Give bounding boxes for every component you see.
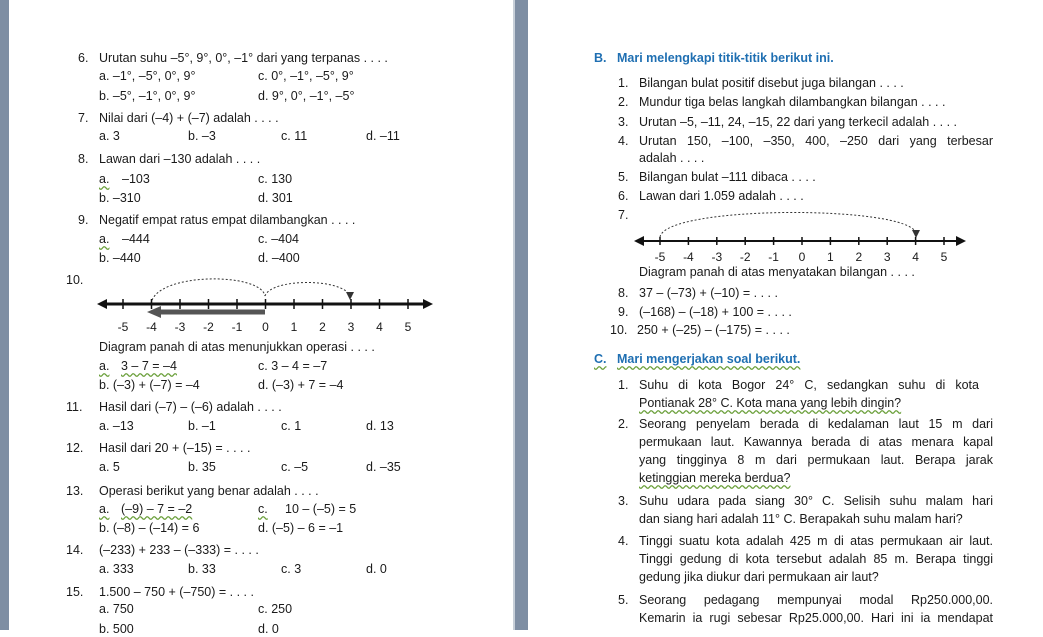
q10-text: Diagram panah di atas menunjukkan operasi . . . .	[99, 340, 375, 354]
c2-line3: yang tingginya 8 m dari permukaan laut. Berapa jarak	[639, 453, 993, 467]
q10-number: 10.	[66, 273, 84, 287]
q10-option-b: b. (–3) + (–7) = –4	[99, 378, 200, 392]
c2-line2: permukaan laut. Kawannya berada di atas menara kapal	[639, 435, 993, 449]
q12-text: Hasil dari 20 + (–15) = . . . .	[99, 441, 251, 455]
c4-number: 4.	[618, 534, 629, 548]
q10-tick-label: 5	[404, 320, 412, 334]
b-item-1-text: Bilangan bulat positif disebut juga bilangan . . . .	[639, 76, 904, 90]
b-item-5-text: Bilangan bulat –111 dibaca . . . .	[639, 170, 816, 184]
q11-option-b: b. –1	[188, 419, 216, 433]
q13-text: Operasi berikut yang benar adalah . . . .	[99, 484, 319, 498]
q7-number: 7.	[78, 111, 89, 125]
q10-tick-label: -5	[117, 320, 129, 334]
b7-tick-label: 0	[798, 250, 806, 264]
q7-option-d: d. –11	[366, 129, 400, 143]
q10-tick-label: -2	[203, 320, 214, 334]
left-frame-bar	[0, 0, 9, 630]
section-c-title: Mari mengerjakan soal berikut.	[617, 352, 801, 366]
q9-option-a-letter: a.	[99, 232, 110, 246]
q10-axis-left-arrow	[97, 299, 107, 309]
q10-tick-label: 1	[290, 320, 298, 334]
q15-text: 1.500 – 750 + (–750) = . . . .	[99, 585, 254, 599]
q11-option-d: d. 13	[366, 419, 394, 433]
c5-number: 5.	[618, 593, 629, 607]
q7-option-b: b. –3	[188, 129, 216, 143]
q6-option-a: a. –1°, –5°, 0°, 9°	[99, 69, 196, 83]
b7-arc-arrowhead	[912, 230, 920, 238]
q10-number-line	[95, 268, 440, 340]
q6-option-d: d. 9°, 0°, –1°, –5°	[258, 89, 355, 103]
b-item-3-number: 3.	[618, 115, 629, 129]
q10-arc-arrowhead	[346, 292, 354, 300]
b-item-1-number: 1.	[618, 76, 629, 90]
q6-text: Urutan suhu –5°, 9°, 0°, –1° dari yang terpanas . . . .	[99, 51, 388, 65]
q11-text: Hasil dari (–7) – (–6) adalah . . . .	[99, 400, 282, 414]
q9-number: 9.	[78, 213, 89, 227]
b7-tick-label: -3	[711, 250, 723, 264]
b-item-8-number: 8.	[618, 286, 629, 300]
q14-option-c: c. 3	[281, 562, 302, 576]
q8-option-d: d. 301	[258, 191, 293, 205]
q14-option-a: a. 333	[99, 562, 134, 576]
b-item-10-text: 250 + (–25) – (–175) = . . . .	[637, 323, 790, 337]
q14-option-b: b. 33	[188, 562, 216, 576]
q11-option-c: c. 1	[281, 419, 302, 433]
q7-option-a: a. 3	[99, 129, 120, 143]
q12-option-b: b. 35	[188, 460, 216, 474]
c5-line2: Kemarin ia rugi sebesar Rp25.000,00. Hari ini ia mendapat	[639, 611, 993, 625]
q8-option-a-letter: a.	[99, 172, 110, 186]
q13-option-c: 10 – (–5) = 5	[285, 502, 357, 516]
c2-number: 2.	[618, 417, 629, 431]
q6-option-c: c. 0°, –1°, –5°, 9°	[258, 69, 354, 83]
q10-arc-short	[265, 283, 350, 297]
q12-option-a: a. 5	[99, 460, 120, 474]
q12-number: 12.	[66, 441, 84, 455]
b7-arc	[660, 212, 916, 237]
b7-tick-label: -4	[683, 250, 694, 264]
c4-line1: Tinggi suatu kota adalah 425 m di atas permukaan air laut.	[639, 534, 993, 548]
q10-option-d: d. (–3) + 7 = –4	[258, 378, 344, 392]
q10-tick-label: 3	[347, 320, 355, 334]
q8-option-b: b. –310	[99, 191, 141, 205]
b-item-6-number: 6.	[618, 189, 629, 203]
c1-line2: Pontianak 28° C. Kota mana yang lebih dingin?	[639, 396, 902, 410]
q12-option-d: d. –35	[366, 460, 401, 474]
q10-shaded-arrowhead	[147, 306, 161, 318]
c4-line2: Tinggi gedung di kota tersebut adalah 85 m. Berapa tinggi	[639, 552, 993, 566]
q10-tick-label: -4	[146, 320, 157, 334]
q8-option-c: c. 130	[258, 172, 293, 186]
q10-option-a: 3 – 7 = –4	[121, 359, 177, 373]
b7-tick-label: 2	[855, 250, 863, 264]
q8-number: 8.	[78, 152, 89, 166]
b-item-5-number: 5.	[618, 170, 629, 184]
c5-line1: Seorang pedagang mempunyai modal Rp250.000,00.	[639, 593, 993, 607]
q14-number: 14.	[66, 543, 84, 557]
section-b-title: Mari melengkapi titik-titik berikut ini.	[617, 51, 834, 65]
q15-option-d: d. 0	[258, 622, 279, 636]
q13-option-c-letter: c.	[258, 502, 268, 516]
q12-option-c: c. –5	[281, 460, 309, 474]
q13-option-a-letter: a.	[99, 502, 110, 516]
q6-number: 6.	[78, 51, 89, 65]
q14-text: (–233) + 233 – (–333) = . . . .	[99, 543, 259, 557]
q7-text: Nilai dari (–4) + (–7) adalah . . . .	[99, 111, 279, 125]
q8-option-a: –103	[122, 172, 150, 186]
b7-axis-right-arrow	[956, 236, 966, 246]
b-item-4-text-line2: adalah . . . .	[639, 151, 705, 165]
b7-tick-label: 1	[827, 250, 834, 264]
b-item-2-text: Mundur tiga belas langkah dilambangkan bilangan . . . .	[639, 95, 946, 109]
b-item-8-text: 37 – (–73) + (–10) = . . . .	[639, 286, 778, 300]
b7-tick-label: -2	[739, 250, 751, 264]
b7-number-line	[632, 203, 972, 265]
q11-number: 11.	[66, 400, 83, 414]
b7-axis-left-arrow	[634, 236, 644, 246]
q11-option-a: a. –13	[99, 419, 134, 433]
section-b-letter: B.	[594, 51, 607, 65]
q6-option-b: b. –5°, –1°, 0°, 9°	[99, 89, 196, 103]
c3-number: 3.	[618, 494, 629, 508]
c2-line4: ketinggian mereka berdua?	[639, 471, 791, 485]
b-item-7-number: 7.	[618, 208, 629, 222]
b7-tick-label: -1	[768, 250, 779, 264]
q9-option-b: b. –440	[99, 251, 141, 265]
c4-line3: gedung jika diukur dari permukaan air laut?	[639, 570, 879, 584]
q15-option-a: a. 750	[99, 602, 134, 616]
c2-line1: Seorang penyelam berada di kedalaman laut 15 m dari	[639, 417, 993, 431]
q9-option-a: –444	[122, 232, 150, 246]
q10-option-c: c. 3 – 4 = –7	[258, 359, 328, 373]
q13-option-a: (–9) – 7 = –2	[121, 502, 193, 516]
q10-tick-label: 0	[262, 320, 269, 334]
section-c-letter: C.	[594, 352, 607, 366]
q10-tick-label: -3	[174, 320, 186, 334]
c3-line2: dan siang hari adalah 11° C. Berapakah suhu malam hari?	[639, 512, 963, 526]
q9-option-c: c. –404	[258, 232, 300, 246]
b-item-9-number: 9.	[618, 305, 629, 319]
q10-option-a-letter: a.	[99, 359, 110, 373]
b-item-4-number: 4.	[618, 134, 629, 148]
b7-tick-label: 5	[940, 250, 948, 264]
b-item-2-number: 2.	[618, 95, 629, 109]
c1-number: 1.	[618, 378, 629, 392]
center-frame-shadow	[513, 0, 515, 630]
q15-number: 15.	[66, 585, 84, 599]
q10-axis-right-arrow	[423, 299, 433, 309]
q10-tick-label: 2	[319, 320, 326, 334]
c1-line1: Suhu di kota Bogor 24° C, sedangkan suhu di kota	[639, 378, 979, 392]
b-item-10-number: 10.	[610, 323, 628, 337]
b-item-4-text: Urutan 150, –100, –350, 400, –250 dari yang terbesar	[639, 134, 993, 148]
b7-tick-label: 3	[883, 250, 891, 264]
q15-option-b: b. 500	[99, 622, 134, 636]
c3-line1: Suhu udara pada siang 30° C. Selisih suhu malam hari	[639, 494, 993, 508]
q13-option-b: b. (–8) – (–14) = 6	[99, 521, 200, 535]
b7-tick-label: -5	[654, 250, 666, 264]
q14-option-d: d. 0	[366, 562, 387, 576]
q10-tick-label: 4	[376, 320, 383, 334]
b7-caption: Diagram panah di atas menyatakan bilangan . . . .	[639, 265, 915, 279]
q9-text: Negatif empat ratus empat dilambangkan . . . .	[99, 213, 356, 227]
q7-option-c: c. 11	[281, 129, 308, 143]
center-frame-bar	[515, 0, 528, 630]
q9-option-d: d. –400	[258, 251, 300, 265]
q15-option-c: c. 250	[258, 602, 293, 616]
q10-tick-label: -1	[231, 320, 243, 334]
b-item-6-text: Lawan dari 1.059 adalah . . . .	[639, 189, 804, 203]
q13-number: 13.	[66, 484, 84, 498]
b-item-3-text: Urutan –5, –11, 24, –15, 22 dari yang terkecil adalah . . . .	[639, 115, 958, 129]
q8-text: Lawan dari –130 adalah . . . .	[99, 152, 261, 166]
b-item-9-text: (–168) – (–18) + 100 = . . . .	[639, 305, 792, 319]
q13-option-d: d. (–5) – 6 = –1	[258, 521, 344, 535]
b7-tick-label: 4	[912, 250, 919, 264]
